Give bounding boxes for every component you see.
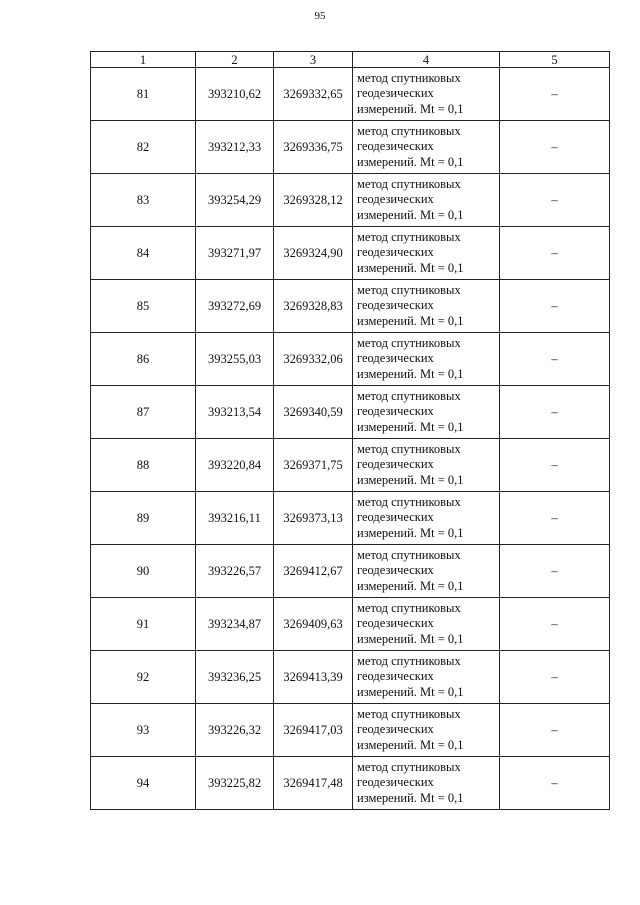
- method-line: метод спутниковых: [357, 547, 461, 562]
- method-line: измерений. Mt = 0,1: [357, 366, 464, 381]
- method-line: геодезических: [357, 616, 434, 631]
- coordinate-x: 393225,82: [196, 757, 274, 810]
- method-line: геодезических: [357, 722, 434, 737]
- coordinate-x: 393213,54: [196, 386, 274, 439]
- method-cell: [353, 227, 500, 280]
- point-number: 86: [91, 333, 196, 386]
- method-cell: [353, 757, 500, 810]
- coordinate-y: 3269332,65: [274, 68, 353, 121]
- method-line: метод спутниковых: [357, 70, 461, 85]
- coordinate-x: 393226,57: [196, 545, 274, 598]
- point-number: 92: [91, 651, 196, 704]
- point-number: 94: [91, 757, 196, 810]
- method-line: геодезических: [357, 669, 434, 684]
- coordinate-x: 393216,11: [196, 492, 274, 545]
- coordinate-y: 3269409,63: [274, 598, 353, 651]
- table-row: [91, 333, 610, 386]
- method-line: метод спутниковых: [357, 388, 461, 403]
- method-cell: [353, 68, 500, 121]
- method-line: измерений. Mt = 0,1: [357, 525, 464, 540]
- table-row: [91, 174, 610, 227]
- coordinate-x: 393220,84: [196, 439, 274, 492]
- method-line: геодезических: [357, 457, 434, 472]
- method-cell: [353, 280, 500, 333]
- header-col-2: 2: [196, 52, 274, 68]
- method-line: измерений. Mt = 0,1: [357, 419, 464, 434]
- coordinate-y: 3269417,48: [274, 757, 353, 810]
- method-line: метод спутниковых: [357, 706, 461, 721]
- method-line: геодезических: [357, 510, 434, 525]
- method-cell: [353, 492, 500, 545]
- point-number: 84: [91, 227, 196, 280]
- method-line: метод спутниковых: [357, 600, 461, 615]
- coordinate-y: 3269328,12: [274, 174, 353, 227]
- method-cell: [353, 386, 500, 439]
- point-number: 89: [91, 492, 196, 545]
- method-line: геодезических: [357, 86, 434, 101]
- method-line: измерений. Mt = 0,1: [357, 472, 464, 487]
- table-row: [91, 280, 610, 333]
- method-cell: [353, 598, 500, 651]
- method-line: геодезических: [357, 192, 434, 207]
- coordinate-y: 3269373,13: [274, 492, 353, 545]
- coordinate-x: 393210,62: [196, 68, 274, 121]
- table-row: [91, 227, 610, 280]
- note-cell: –: [500, 651, 610, 704]
- method-line: измерений. Mt = 0,1: [357, 578, 464, 593]
- method-line: измерений. Mt = 0,1: [357, 260, 464, 275]
- note-cell: –: [500, 757, 610, 810]
- method-line: метод спутниковых: [357, 176, 461, 191]
- method-line: метод спутниковых: [357, 653, 461, 668]
- table-row: [91, 704, 610, 757]
- point-number: 91: [91, 598, 196, 651]
- coordinate-x: 393236,25: [196, 651, 274, 704]
- method-line: геодезических: [357, 245, 434, 260]
- note-cell: –: [500, 68, 610, 121]
- note-cell: –: [500, 121, 610, 174]
- note-cell: –: [500, 704, 610, 757]
- coordinate-x: 393272,69: [196, 280, 274, 333]
- method-line: геодезических: [357, 351, 434, 366]
- method-line: геодезических: [357, 139, 434, 154]
- table-row: [91, 439, 610, 492]
- table-row: [91, 386, 610, 439]
- method-line: геодезических: [357, 298, 434, 313]
- method-line: измерений. Mt = 0,1: [357, 631, 464, 646]
- method-line: геодезических: [357, 404, 434, 419]
- coordinate-y: 3269336,75: [274, 121, 353, 174]
- method-line: метод спутниковых: [357, 494, 461, 509]
- method-line: метод спутниковых: [357, 441, 461, 456]
- note-cell: –: [500, 598, 610, 651]
- method-line: измерений. Mt = 0,1: [357, 154, 464, 169]
- method-line: метод спутниковых: [357, 282, 461, 297]
- note-cell: –: [500, 227, 610, 280]
- method-line: измерений. Mt = 0,1: [357, 684, 464, 699]
- point-number: 82: [91, 121, 196, 174]
- note-cell: –: [500, 386, 610, 439]
- method-line: метод спутниковых: [357, 123, 461, 138]
- note-cell: –: [500, 280, 610, 333]
- method-line: геодезических: [357, 563, 434, 578]
- point-number: 85: [91, 280, 196, 333]
- method-line: измерений. Mt = 0,1: [357, 790, 464, 805]
- coordinate-y: 3269371,75: [274, 439, 353, 492]
- point-number: 81: [91, 68, 196, 121]
- point-number: 93: [91, 704, 196, 757]
- method-cell: [353, 121, 500, 174]
- coordinate-x: 393234,87: [196, 598, 274, 651]
- coordinate-y: 3269413,39: [274, 651, 353, 704]
- point-number: 87: [91, 386, 196, 439]
- coordinate-x: 393226,32: [196, 704, 274, 757]
- table-header: [91, 52, 610, 68]
- point-number: 90: [91, 545, 196, 598]
- method-line: метод спутниковых: [357, 335, 461, 350]
- coordinate-y: 3269412,67: [274, 545, 353, 598]
- method-line: метод спутниковых: [357, 759, 461, 774]
- method-line: измерений. Mt = 0,1: [357, 101, 464, 116]
- point-number: 83: [91, 174, 196, 227]
- table-row: [91, 651, 610, 704]
- point-number: 88: [91, 439, 196, 492]
- method-cell: [353, 545, 500, 598]
- method-cell: [353, 439, 500, 492]
- table-row: [91, 121, 610, 174]
- note-cell: –: [500, 174, 610, 227]
- header-col-1: 1: [91, 52, 196, 68]
- method-line: геодезических: [357, 775, 434, 790]
- table-row: [91, 68, 610, 121]
- coordinate-y: 3269328,83: [274, 280, 353, 333]
- method-line: измерений. Mt = 0,1: [357, 737, 464, 752]
- table-row: [91, 598, 610, 651]
- coordinate-y: 3269332,06: [274, 333, 353, 386]
- header-col-5: 5: [500, 52, 610, 68]
- coordinate-x: 393271,97: [196, 227, 274, 280]
- table-body: [91, 68, 610, 810]
- method-cell: [353, 704, 500, 757]
- method-line: метод спутниковых: [357, 229, 461, 244]
- method-cell: [353, 333, 500, 386]
- note-cell: –: [500, 333, 610, 386]
- note-cell: –: [500, 545, 610, 598]
- coordinates-table: [90, 51, 610, 810]
- coordinate-y: 3269340,59: [274, 386, 353, 439]
- note-cell: –: [500, 492, 610, 545]
- header-col-4: 4: [353, 52, 500, 68]
- coordinate-y: 3269417,03: [274, 704, 353, 757]
- method-cell: [353, 651, 500, 704]
- table-row: [91, 545, 610, 598]
- page-number: 95: [314, 10, 326, 22]
- method-line: измерений. Mt = 0,1: [357, 313, 464, 328]
- coordinate-x: 393212,33: [196, 121, 274, 174]
- table-row: [91, 492, 610, 545]
- method-line: измерений. Mt = 0,1: [357, 207, 464, 222]
- coordinate-y: 3269324,90: [274, 227, 353, 280]
- header-col-3: 3: [274, 52, 353, 68]
- coordinate-x: 393254,29: [196, 174, 274, 227]
- coordinate-x: 393255,03: [196, 333, 274, 386]
- table-row: [91, 757, 610, 810]
- note-cell: –: [500, 439, 610, 492]
- method-cell: [353, 174, 500, 227]
